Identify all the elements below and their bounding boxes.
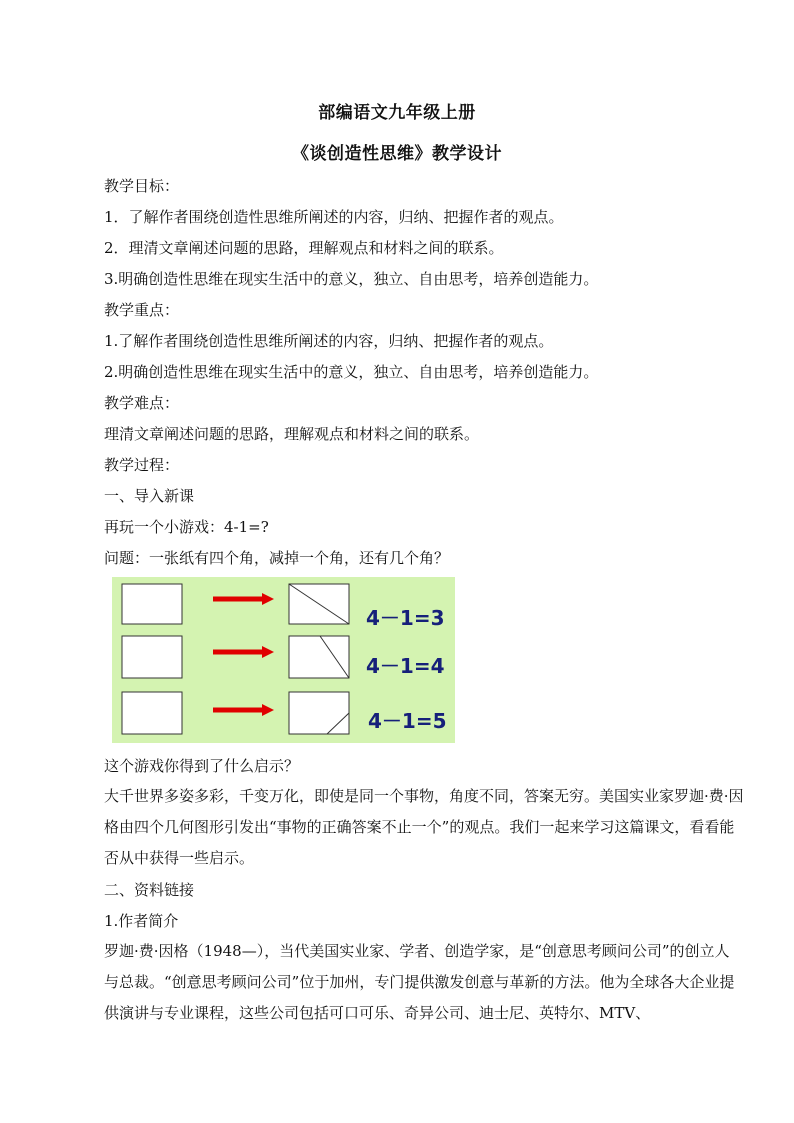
equation-3: 4－1=5 <box>368 709 447 733</box>
section-2-heading: 二、资料链接 <box>104 881 195 899</box>
paper-corner-figure <box>112 577 455 743</box>
objective-item-1: 1．了解作者围绕创造性思维所阐述的内容，归纳、把握作者的观点。 <box>104 208 564 226</box>
document-subtitle: 《谈创造性思维》教学设计 <box>292 144 502 164</box>
equation-2: 4－1=4 <box>366 654 445 678</box>
intro-paragraph: 大千世界多姿多彩，千变万化，即使是同一个事物，角度不同，答案无穷。美国实业家罗迦·费·因格由四个几何图形引发出“事物的正确答案不止一个”的观点。我们一起来学习这篇课文，看看能否从中获得一些启示。 <box>104 787 744 867</box>
difficulty-heading: 教学难点： <box>104 394 180 412</box>
difficulty-text: 理清文章阐述问题的思路，理解观点和材料之间的联系。 <box>104 425 480 443</box>
objectives-heading: 教学目标： <box>104 177 180 195</box>
arrow-head-icon <box>262 646 274 658</box>
objective-item-3: 3.明确创造性思维在现实生活中的意义，独立、自由思考，培养创造能力。 <box>104 270 599 288</box>
author-paragraph: 罗迦·费·因格（1948—），当代美国实业家、学者、创造学家，是“创意思考顾问公司”的创立人与总裁。“创意思考顾问公司”位于加州，专门提供激发创意与革新的方法。他为全球各大企业提供演讲与专业课程，这些公司包括可口可乐、奇异公司、迪士尼、英特尔、MTV、 <box>104 942 735 1022</box>
author-heading: 1.作者简介 <box>104 912 179 930</box>
arrow-head-icon <box>262 704 274 716</box>
cut-paper-shape <box>289 636 349 678</box>
key-point-item-1: 1.了解作者围绕创造性思维所阐述的内容，归纳、把握作者的观点。 <box>104 332 554 350</box>
cut-paper-shape <box>289 692 349 734</box>
process-heading: 教学过程： <box>104 456 180 474</box>
equation-1: 4－1=3 <box>366 606 445 630</box>
objective-item-2: 2．理清文章阐述问题的思路，理解观点和材料之间的联系。 <box>104 239 504 257</box>
reflection-question: 这个游戏你得到了什么启示？ <box>104 757 300 775</box>
original-paper-shape <box>122 636 182 678</box>
document-title: 部编语文九年级上册 <box>318 103 476 123</box>
question-text: 问题：一张纸有四个角，减掉一个角，还有几个角？ <box>104 549 450 567</box>
original-paper-shape <box>122 692 182 734</box>
arrow-head-icon <box>262 593 274 605</box>
key-point-item-2: 2.明确创造性思维在现实生活中的意义，独立、自由思考，培养创造能力。 <box>104 363 599 381</box>
game-text: 再玩一个小游戏：4-1=? <box>104 518 269 536</box>
section-1-heading: 一、导入新课 <box>104 487 195 505</box>
original-paper-shape <box>122 584 182 624</box>
key-points-heading: 教学重点： <box>104 301 180 319</box>
